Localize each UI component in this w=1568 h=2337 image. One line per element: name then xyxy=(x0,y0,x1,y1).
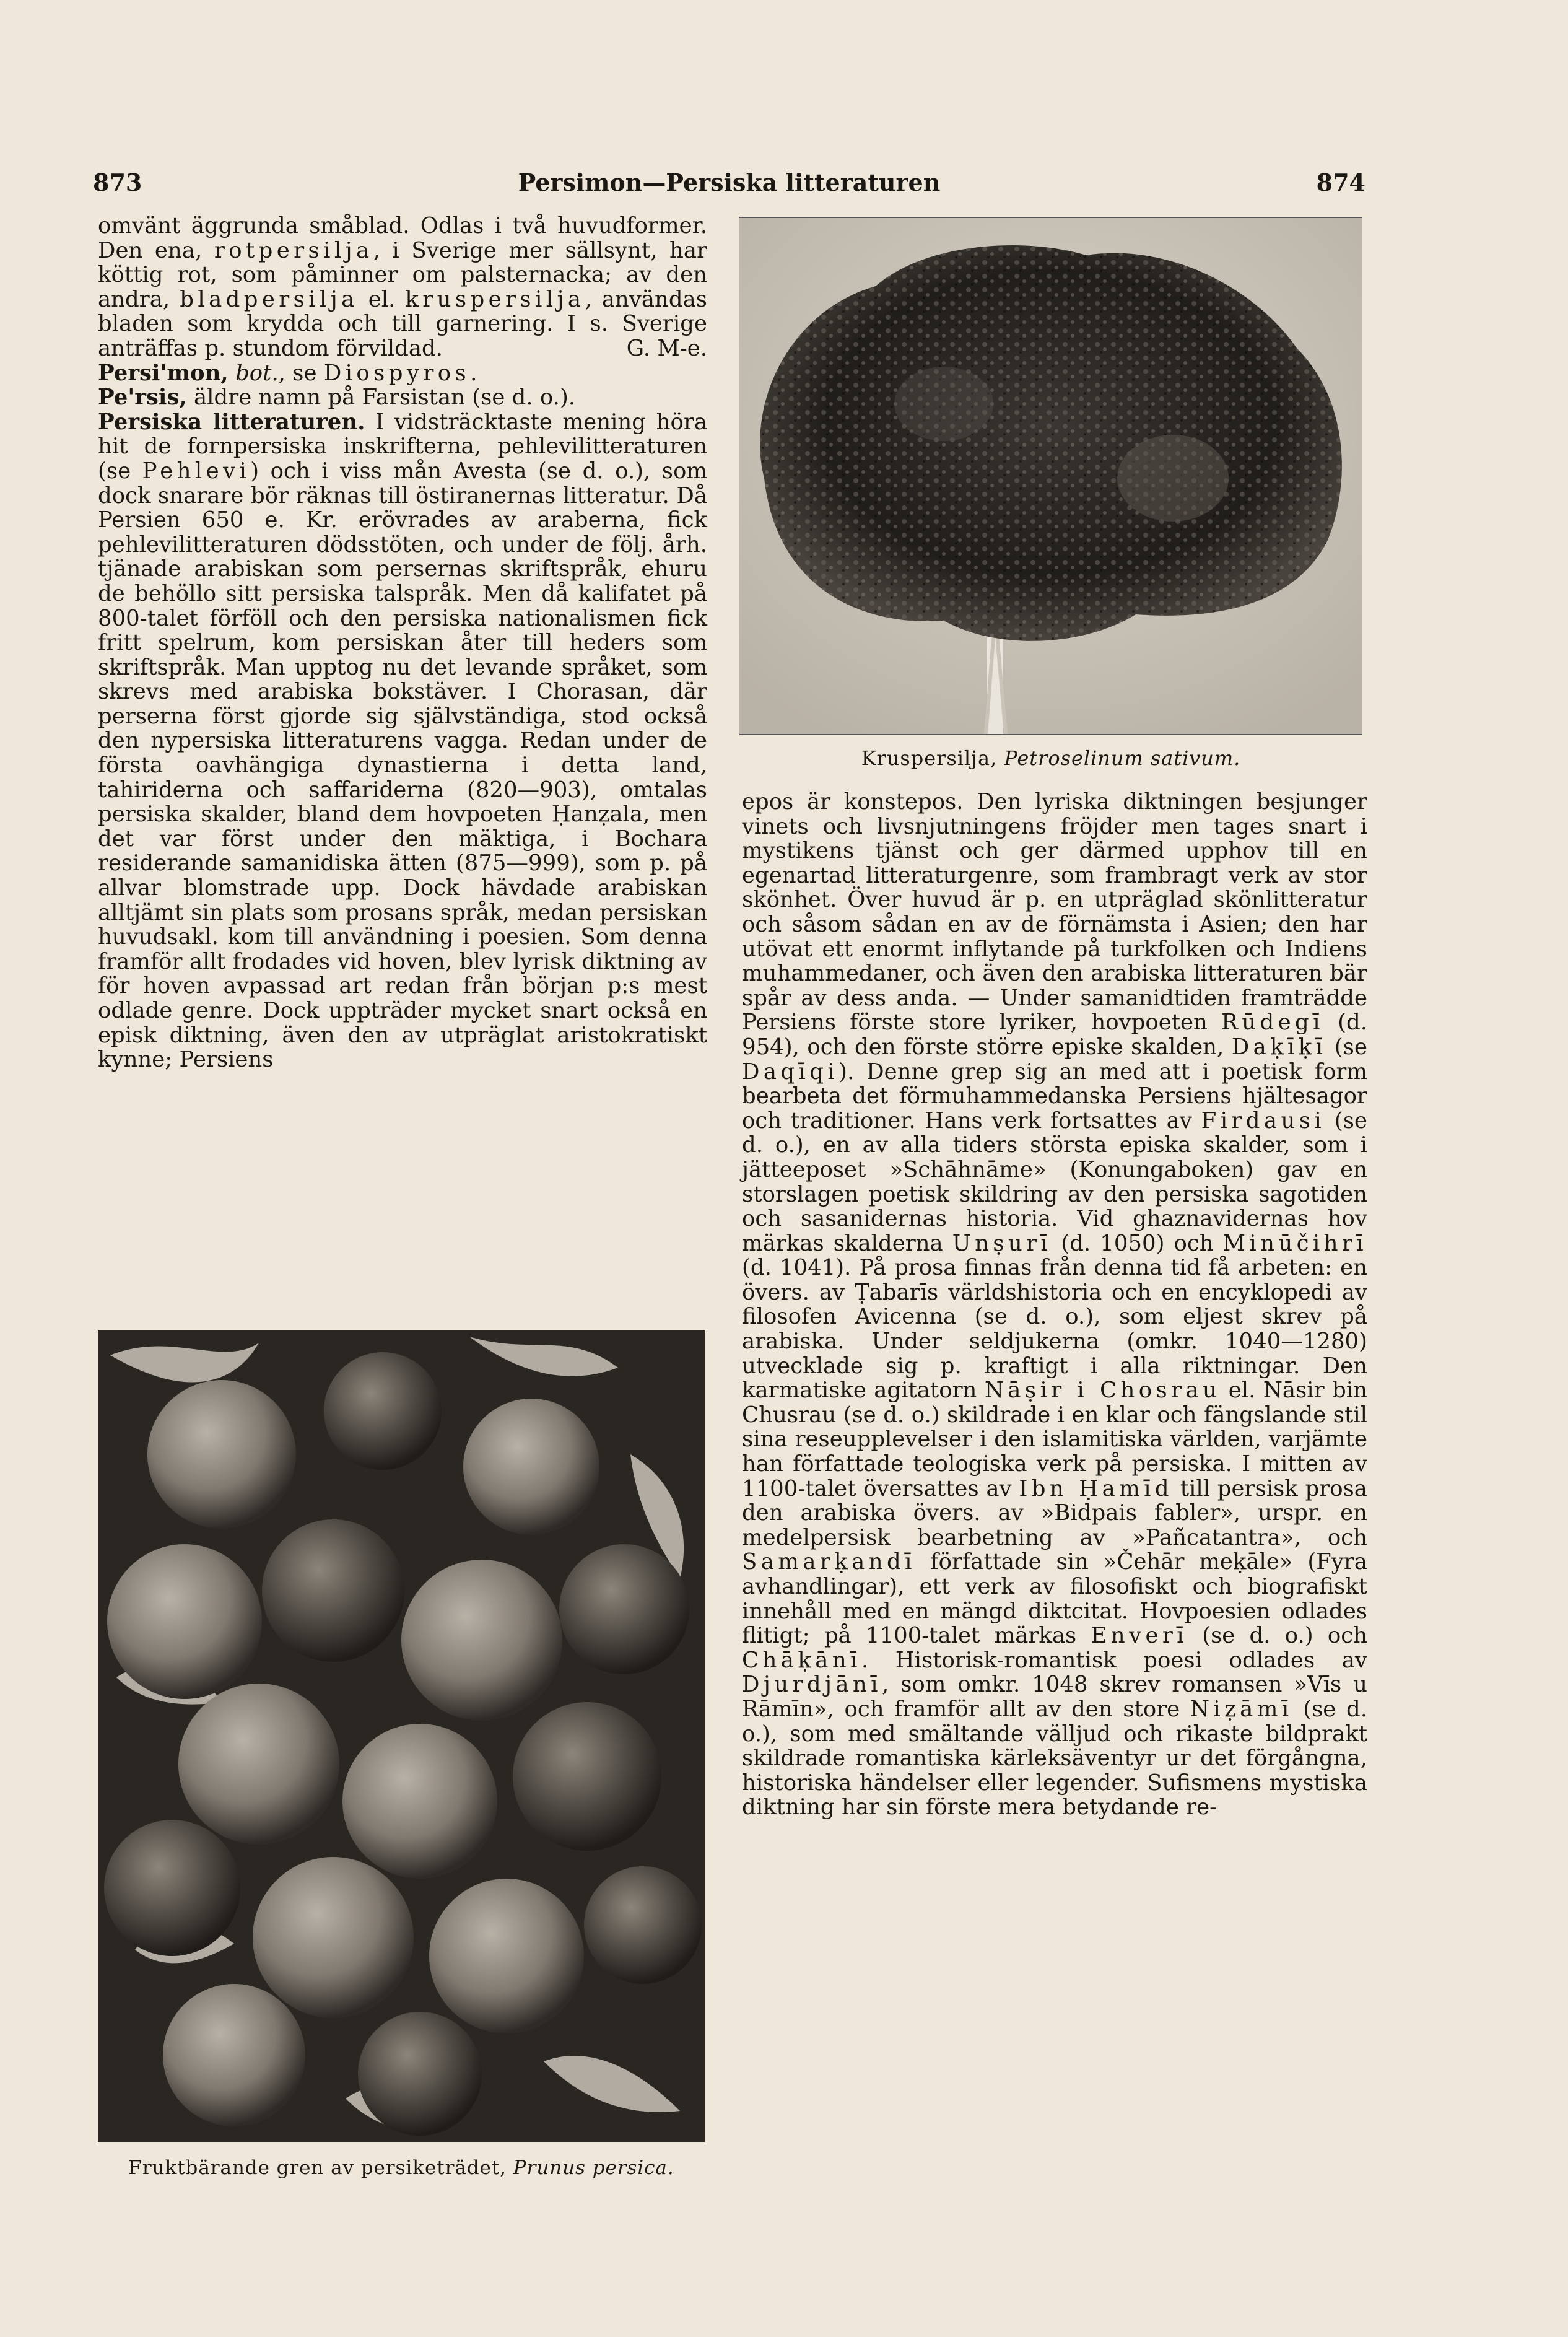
headword-persis: Pe'rsis, xyxy=(98,385,187,411)
cross-ref-enveri: Enverī xyxy=(1091,1623,1188,1649)
name-chakani: Chāḳānī xyxy=(742,1647,861,1673)
term-kruspersilja: kruspersilja xyxy=(405,286,585,312)
entry-persilja-continued: omvänt äggrunda småblad. Odlas i två huvudformer. Den ena, rotpersilja, i Sverige mer sällsynt, har köttig rot, som påminner om palsternacka; av den andra, bladpersilja el. kruspersilja, användas bladen som krydda och till garnering. I s. Sverige anträffas p. stundom förvildad. G. M-e. xyxy=(98,213,707,361)
term-rotpersilja: rotpersilja xyxy=(214,237,373,263)
name-djurdjani: Djurdjānī xyxy=(742,1672,882,1698)
peach-photograph xyxy=(98,1330,705,2142)
parsley-caption: Kruspersilja, Petroselinum sativum. xyxy=(861,746,1241,770)
name-samarkandi: Samarḳandī xyxy=(742,1549,916,1575)
left-column-text xyxy=(98,214,707,1072)
cross-ref-nizami: Niẓāmī xyxy=(1190,1696,1293,1722)
headword-persiska-litteraturen: Persiska litteraturen. xyxy=(98,409,365,435)
entry-persimon: Persi'mon, bot., se Diospyros. xyxy=(98,360,477,386)
cross-ref-firdausi: Firdausi xyxy=(1201,1107,1326,1134)
name-dakiki: Daḳīḳī xyxy=(1231,1034,1327,1060)
page-number-right: 874 xyxy=(1316,168,1365,196)
running-header xyxy=(93,168,1365,206)
entry-persis: Pe'rsis, äldre namn på Farsistan (se d. o.). xyxy=(98,385,576,411)
term-bladpersilja: bladpersilja xyxy=(180,286,359,312)
page-number-left: 873 xyxy=(93,168,142,196)
parsley-photograph xyxy=(739,217,1362,735)
headword-persimon: Persi'mon, xyxy=(98,360,229,386)
cross-ref-pehlevi: Pehlevi xyxy=(142,458,251,484)
running-title: Persimon—Persiska litteraturen xyxy=(518,168,941,196)
entry-persiska-litteraturen: Persiska litteraturen. I vidsträcktaste mening höra hit de fornpersiska inskrifterna, pehlevilitteraturen (se Pehlevi) och i viss mån Avesta (se d. o.), som dock snarare bör räknas till östiranernas litteratur. Då Persien 650 e. Kr. erövrades av araberna, fick pehlevilitteraturen dödsstöten, och under de följ. årh. tjänade arabiskan som persernas skriftspråk, ehuru de behöllo sitt persiska talspråk. Men då kalifatet på 800-talet förföll och den persiska nationalismen fick fritt spelrum, kom persiskan åter till heders som skriftspråk. Man upptog nu det levande språket, som skrevs med arabiska bokstäver. I Chorasan, där perserna först gjorde sig självständiga, stod också den nypersiska litteraturens vagga. Redan under de första oavhängiga dynastierna i detta land, tahiriderna och saffariderna (820—903), omtalas persiska skalder, bland dem hovpoeten Ḥanẓala, men det var först under den mäktiga, i Bochara residerande samanidiska ätten (875—999), som p. på allvar blomstrade upp. Dock hävdade arabiskan alltjämt sin plats som prosans språk, medan persiskan huvudsakl. kom till användning i poesien. Som denna framför allt frodades vid hoven, blev lyrisk diktning av för hoven avpassad art redan från början p:s mest odlade genre. Dock uppträder mycket snart också en episk diktning, även den av utpräglat aristokratiskt kynne; Persiens xyxy=(98,409,707,1073)
name-ibn-hamid: Ibn Ḥamīd xyxy=(1019,1475,1174,1501)
right-column-text xyxy=(742,790,1367,1820)
name-minucihri: Minūčihrī xyxy=(1222,1230,1368,1256)
right-column-paragraph: epos är konstepos. Den lyriska diktningen besjunger vinets och livsnjutningens fröjder men tages snart i mystikens tjänst och ger därmed upphov till en egenartad litteraturgenre, som frambragt verk av stor skönhet. Över huvud är p. en utpräglad skönlitteratur och såsom sådan en av de förnämsta i Asien; den har utövat ett enormt inflytande på turkfolken och Indiens muhammedaner, och även den arabiska litteraturen bär spår av dess anda. — Under samanidtiden framträdde Persiens förste store lyriker, hovpoeten Rūdegī (d. 954), och den förste större episke skalden, Daḳīḳī (se Daqīqi). Denne grep sig an med att i poetisk form bearbeta det förmuhammedanska Persiens hjältesagor och traditioner. Hans verk fortsattes av Firdausi (se d. o.), en av alla tiders största episka skalder, som i jätteeposet »Schāhnāme» (Konungaboken) gav en storslagen poetisk skildring av den persiska sagotiden och sasanidernas historia. Vid ghaznavidernas hov märkas skalderna Unṣurī (d. 1050) och Minūčihrī (d. 1041). På prosa finnas från denna tid få arbeten: en övers. av Ṭabarīs världshistoria och en encyklopedi av filosofen Avicenna (se d. o.), som eljest skrev på arabiska. Under seldjukerna (omkr. 1040—1280) utvecklade sig p. kraftigt i alla riktningar. Den karmatiske agitatorn Nāṣir i Chosrau el. Nāsir bin Chusrau (se d. o.) skildrade i en klar och fängslande stil sina reseupplevelser i den islamitiska världen, varjämte han författade teologiska verk på persiska. I mitten av 1100-talet översattes av Ibn Ḥamīd till persisk prosa den arabiska övers. av »Bidpais fabler», urspr. en medelpersisk bearbetning av »Pañcatantra», och Samarḳandī författade sin »Čehār meḳāle» (Fyra avhandlingar), ett verk av filosofiskt och biografiskt innehåll med en mängd diktcitat. Hovpoesien odlades flitigt; på 1100-talet märkas Enverī (se d. o.) och Chāḳānī. Historisk-romantisk poesi odlades av Djurdjānī, som omkr. 1048 skrev romansen »Vīs u Rāmīn», och framför allt av den store Niẓāmī (se d. o.), som med smältande välljud och rikaste bildprakt skildrade romantiska kärleksäventyr ur det förgångna, historiska händelser eller legender. Sufismens mystiska diktning har sin förste mera betydande re- xyxy=(742,789,1368,1820)
name-unsuri: Unṣurī xyxy=(952,1230,1052,1256)
name-nasir-i-chosrau: Nāṣir i Chosrau xyxy=(984,1378,1221,1404)
parsley-image xyxy=(739,218,1362,734)
cross-ref-diospyros: Diospyros xyxy=(323,360,471,386)
cross-ref-daqiqi: Daqīqi xyxy=(742,1059,839,1085)
cross-ref-rudegi: Rūdegī xyxy=(1221,1010,1324,1036)
peach-image xyxy=(98,1330,705,2142)
peach-caption: Fruktbärande gren av persiketrädet, Prunus persica. xyxy=(128,2157,674,2179)
author-signature: G. M-e. xyxy=(626,335,707,361)
